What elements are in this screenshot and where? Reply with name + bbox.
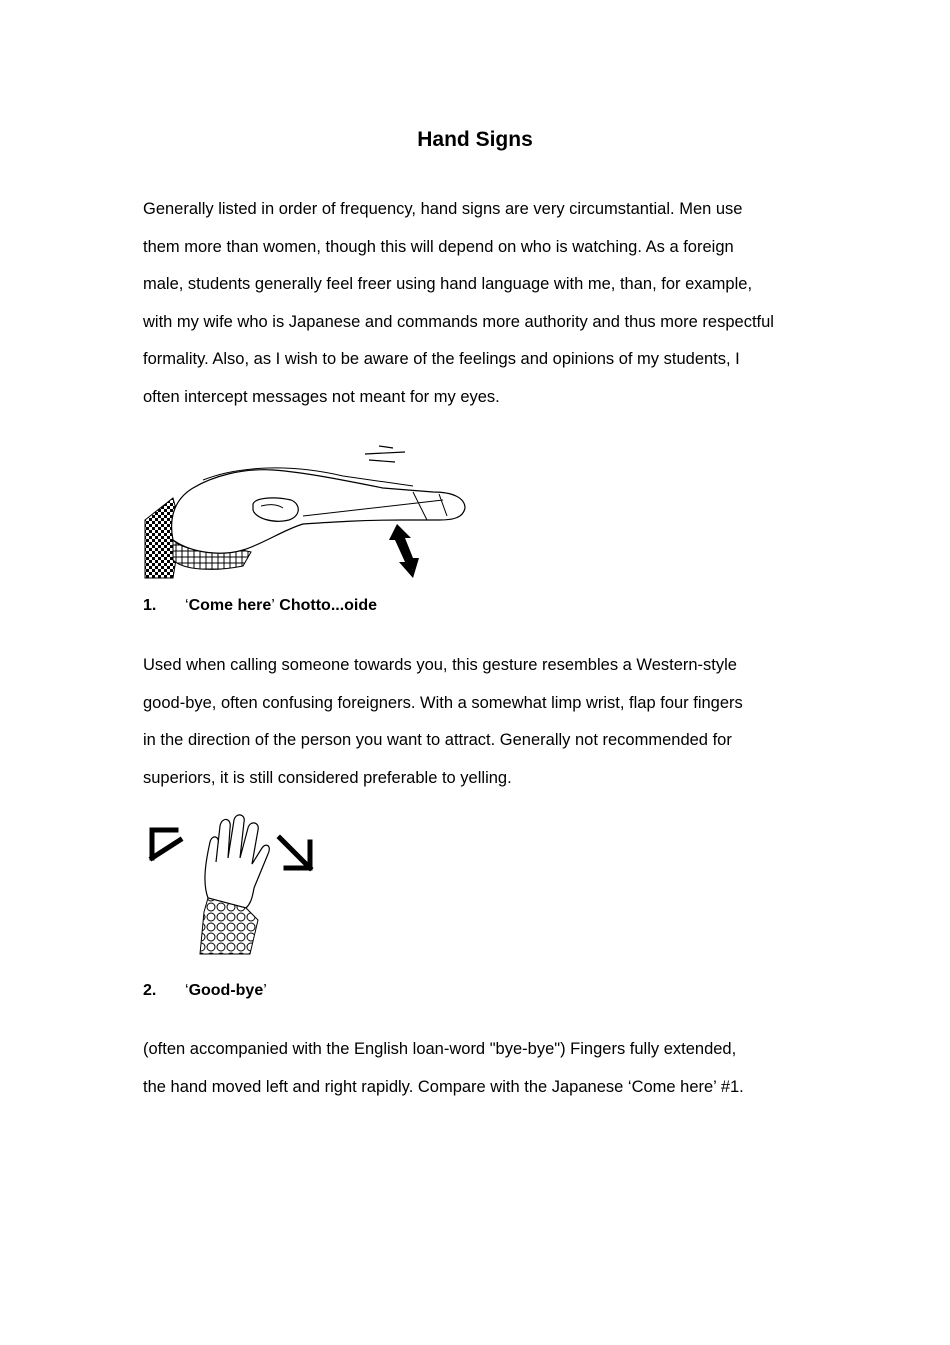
- section-title: Good-bye: [188, 982, 264, 999]
- section-subtitle: Chotto...oide: [279, 597, 378, 614]
- intro-line: with my wife who is Japanese and commands more authority and thus more respectful: [143, 312, 774, 331]
- section-heading: 2. ‘Good-bye’: [143, 982, 267, 999]
- intro-line: Generally listed in order of frequency, hand signs are very circumstantial. Men use: [143, 200, 743, 218]
- intro-paragraph: [143, 191, 774, 416]
- intro-line: often intercept messages not meant for my eyes.: [143, 387, 500, 406]
- section-body: [143, 1031, 744, 1106]
- beckoning-hand-figure: [143, 440, 473, 582]
- section-title: Come here: [188, 597, 272, 614]
- body-line: Used when calling someone towards you, this gesture resembles a Western-style: [143, 656, 737, 674]
- intro-line: them more than women, though this will depend on who is watching. As a foreign: [143, 237, 734, 256]
- waving-hand-figure: [146, 812, 322, 958]
- body-line: in the direction of the person you want to attract. Generally not recommended for: [143, 731, 732, 749]
- body-line: the hand moved left and right rapidly. Compare with the Japanese ‘Come here’ #1.: [143, 1077, 744, 1096]
- intro-line: male, students generally feel freer using hand language with me, than, for example,: [143, 275, 753, 293]
- section-number: 2.: [143, 982, 157, 999]
- section-heading: 1. ‘Come here’ Chotto...oide: [143, 597, 378, 614]
- intro-line: formality. Also, as I wish to be aware of the feelings and opinions of my students, I: [143, 350, 740, 368]
- section-number: 1.: [143, 597, 157, 614]
- body-line: good-bye, often confusing foreigners. With a somewhat limp wrist, flap four fingers: [143, 693, 743, 712]
- body-line: (often accompanied with the English loan-word "bye-bye") Fingers fully extended,: [143, 1040, 737, 1058]
- body-line: superiors, it is still considered preferable to yelling.: [143, 768, 512, 787]
- section-body: [143, 647, 743, 797]
- page-title: Hand Signs: [417, 128, 533, 151]
